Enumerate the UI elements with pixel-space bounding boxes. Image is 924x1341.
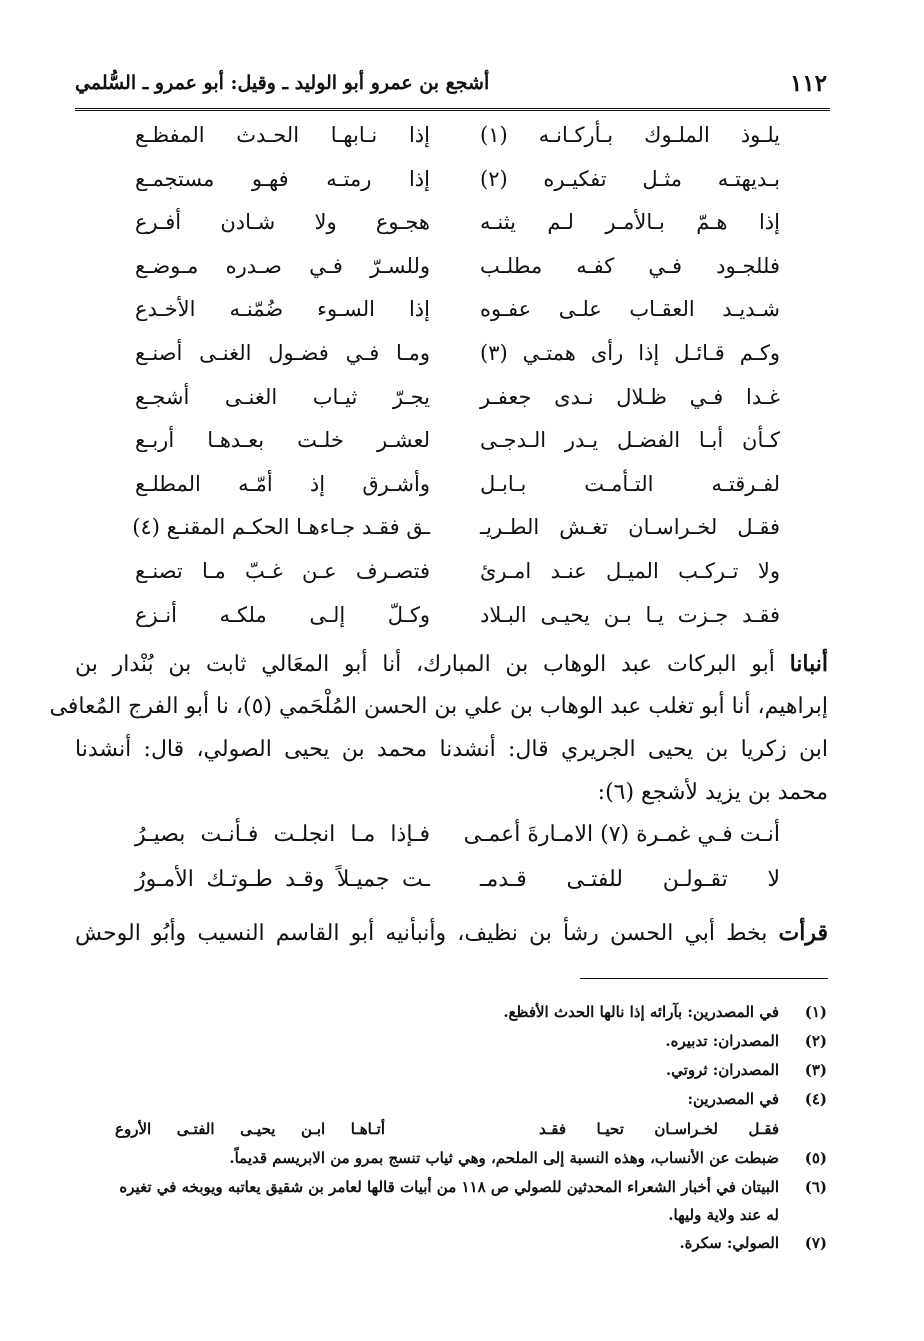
verse (100, 167, 800, 211)
hemistich-right: لا تقـولـن للفتـى قـدمـ (480, 867, 780, 892)
footnote-text: المصدران: تدبيره. (665, 1032, 779, 1050)
footnote-number: (٢) (804, 1032, 827, 1050)
verse (100, 297, 800, 341)
hemistich-left: فـإذا مـا انجلـت فـأنـت بصيـرُ (135, 822, 430, 847)
hemistich-left: وأشـرق إذ أمّـه المطلـع (135, 471, 430, 496)
hemistich-left: ـق فقـد جـاءهـا الحكـم المقنـع (٤) (132, 515, 430, 540)
footnote (75, 1056, 827, 1085)
hemistich-right: كـأن أبـا الفضـل يـدر الـدجـى (480, 428, 780, 453)
hemistich-left: يجـرّ ثيـاب الغنـى أشجـع (135, 384, 430, 409)
poem-second (100, 822, 800, 912)
verse (100, 341, 800, 385)
footnote-number: (٤) (804, 1090, 827, 1108)
verse (100, 867, 800, 912)
footnote-number: (٦) (804, 1178, 827, 1196)
hemistich-right: يلـوذ الملـوك بـأركـانـه (١) (480, 123, 780, 147)
footnote-verse (75, 1114, 779, 1144)
hemistich-right: فقـل لخـراسـان تحيـا فقـد (539, 1120, 779, 1138)
footnote-number: (١) (804, 1003, 827, 1021)
verse (100, 210, 800, 254)
hemistich-right: إذا هـمّ بـالأمـر لـم يثنـه (480, 210, 780, 235)
verse (100, 428, 800, 472)
hemistich-right: غـدا فـي ظـلال نـدى جعفـر (480, 384, 780, 409)
footnote (75, 998, 827, 1027)
lead-word: قرأت (778, 920, 828, 946)
footnote-text: في المصدرين: بآرائه إذا نالها الحدث الأفظع. (503, 1003, 779, 1021)
prose-line: ابن زكريا بن يحيى الجريري قال: أنشدنا محمد بن يحيى الصولي، قال: أنشدنا (75, 737, 828, 762)
isnad-paragraph (49, 651, 828, 823)
hemistich-left: وللسـرّ فـي صـدره مـوضـع (135, 253, 430, 278)
verse (100, 472, 800, 516)
footnote-text: الصولي: سكرة. (679, 1234, 779, 1252)
hemistich-left: ـت جميـلاً وقـد طـوتـك الأمـورُ (135, 867, 430, 892)
footnote (75, 1144, 827, 1173)
footnote (75, 1229, 827, 1258)
footnotes (75, 998, 827, 1258)
verse (100, 385, 800, 429)
poem-first (100, 123, 800, 646)
hemistich-left: فتصـرف عـن غـبّ مـا تصنـع (135, 558, 430, 583)
footnote-text-continued: له عند ولاية وليها. (668, 1206, 779, 1224)
hemistich-right: فقـد جـزت يـا بـن يحيـى البـلاد (480, 602, 780, 627)
hemistich-left: إذا السـوء ضُمّنـه الأخـدع (135, 297, 430, 322)
hemistich-right: فللجـود فـي كفـه مطلـب (480, 253, 780, 278)
verse (100, 603, 800, 647)
footnote-text: ضبطت عن الأنساب، وهذه النسبة إلى الملحم، وهي ثياب تنسج بمرو من الابريسم قديماً. (229, 1149, 779, 1167)
hemistich-right: ولا تـركـب الميـل عنـد امـرئ (480, 558, 780, 583)
header-rule (75, 108, 830, 111)
hemistich-right: شـديـد العقـاب علـى عفـوه (480, 297, 780, 322)
hemistich-right: بـديهتـه مثـل تفكيـره (٢) (480, 166, 780, 191)
page-header (75, 70, 827, 104)
footnote-text: في المصدرين: (687, 1090, 779, 1108)
footnote-number: (٥) (804, 1149, 827, 1167)
verse (100, 123, 800, 167)
hemistich-left: ومـا فـي فضـول الغنـى أصنـع (135, 340, 430, 365)
running-title: أشجع بن عمرو أبو الوليد ـ وقيل: أبو عمرو ـ السُّلمي (75, 72, 490, 94)
footnote-number: (٣) (804, 1061, 827, 1079)
verse (100, 515, 800, 559)
hemistich-right: فقـل لخـراسـان تغـش الطـريـ (480, 515, 780, 540)
hemistich-left: إذا رمتـه فهـو مستجمـع (135, 166, 430, 191)
hemistich-left: لعشـر خلـت بعـدهـا أربـع (135, 428, 430, 453)
reading-paragraph (75, 920, 828, 963)
footnote-text: المصدران: ثروتي. (665, 1061, 779, 1079)
verse (100, 822, 800, 867)
footnote (75, 1027, 827, 1056)
hemistich-right: وكـم قـائـل إذا رأى همتـي (٣) (480, 340, 780, 365)
footnote-number: (٧) (804, 1234, 827, 1252)
footnote-text: البيتان في أخبار الشعراء المحدثين للصولي ص ١١٨ من أبيات قالها لعامر بن شقيق يعاتبه ويوبخه في تغيره (119, 1178, 779, 1196)
hemistich-left: هجـوع ولا شـادن أفـرع (135, 210, 430, 235)
prose-line: قرأت بخط أبي الحسن رشأ بن نظيف، وأنبأنيه أبو القاسم النسيب وأبُو الوحش (75, 920, 828, 946)
hemistich-left: إذا نـابهـا الحـدث المفظـع (135, 123, 430, 147)
lead-word: أنبانا (789, 651, 828, 677)
prose-line: إبراهيم، أنا أبو تغلب عبد الوهاب بن علي بن الحسن المُلْحَمي (٥)، نا أبو الفرج المُعافى (49, 694, 828, 719)
prose-line: محمد بن يزيد لأشجع (٦): (597, 780, 828, 805)
hemistich-left: أتـاهـا ابـن يحيـى الفتـى الأروع (115, 1120, 385, 1138)
verse (100, 254, 800, 298)
footnote-rule (580, 978, 828, 979)
verse (100, 559, 800, 603)
hemistich-left: وكـلّ إلـى ملكـه أنـزع (135, 602, 430, 627)
hemistich-right: أنـت فـي غمـرة (٧) الامـارةَ أعمـى (463, 822, 780, 847)
footnote (75, 1173, 827, 1229)
hemistich-right: لفـرقتـه التـأمـت بـابـل (480, 471, 780, 496)
page-number: ١١٢ (789, 70, 827, 97)
footnote (75, 1085, 827, 1144)
prose-line: أنبانا أبو البركات عبد الوهاب بن المبارك، أنا أبو المعَالي ثابت بن بُنْدار بن (75, 651, 828, 677)
